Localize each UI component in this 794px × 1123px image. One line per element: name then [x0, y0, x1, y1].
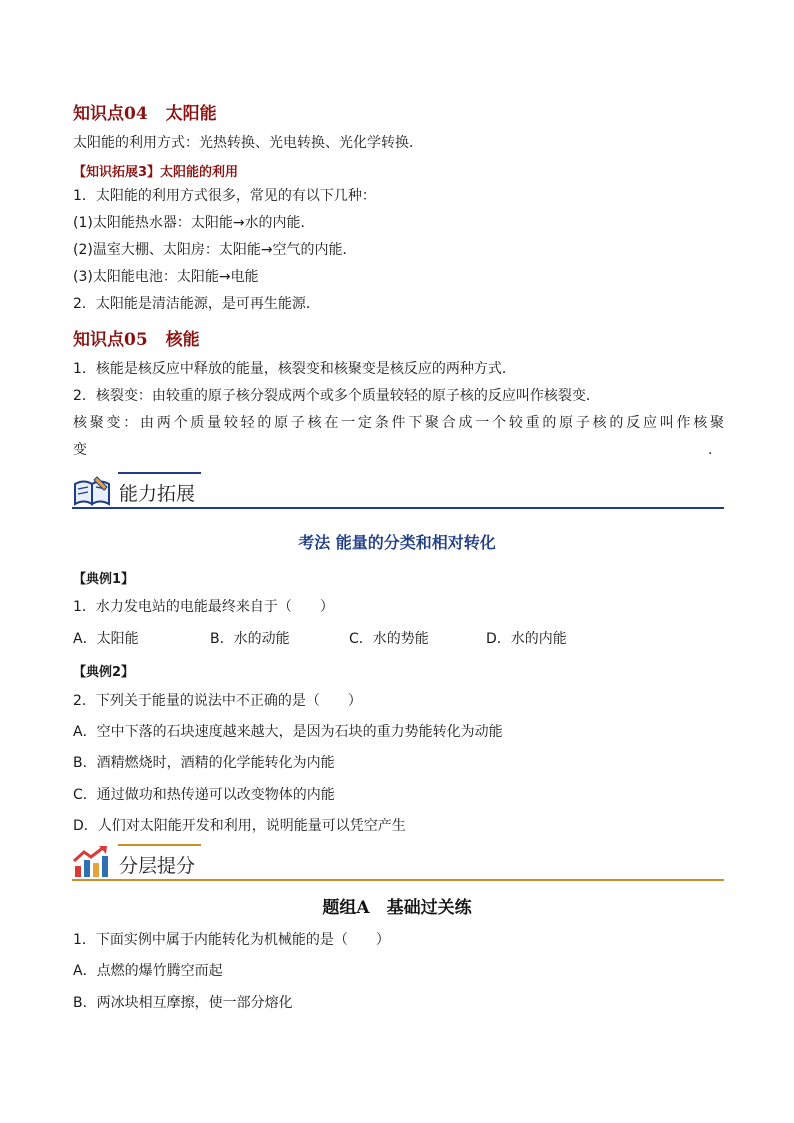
- section-header-ability: [72, 471, 724, 509]
- extension-title: 【知识拓展3】太阳能的利用: [73, 165, 239, 180]
- option-c: C．水的势能: [349, 631, 429, 647]
- open-book-icon: [72, 474, 112, 508]
- knowledge-point-title: 太阳能: [165, 104, 217, 124]
- q1-option-a: A．点燃的爆竹腾空而起: [73, 963, 223, 979]
- example-1-options: [73, 630, 567, 648]
- section-title: 分层提分: [119, 855, 196, 877]
- nuclear-line-1: 1．核能是核反应中释放的能量，核裂变和核聚变是核反应的两种方式．: [73, 361, 516, 377]
- solar-line-5: 2．太阳能是清洁能源，是可再生能源．: [73, 296, 320, 312]
- example-2-question: 2．下列关于能量的说法中不正确的是（ ）: [73, 693, 362, 709]
- q1-option-b: B．两冰块相互摩擦，使一部分熔化: [73, 995, 293, 1011]
- knowledge-point-05-heading: [73, 325, 200, 350]
- section-header-layered: [72, 843, 724, 881]
- example-2-option-d: D．人们对太阳能开发和利用，说明能量可以凭空产生: [73, 818, 406, 834]
- section-title: 能力拓展: [119, 483, 196, 505]
- nuclear-line-3: 核聚变：由两个质量较轻的原子核在一定条件下聚合成一个较重的原子核的反应叫作核聚: [73, 415, 724, 431]
- example-1-label: 【典例1】: [73, 572, 135, 587]
- nuclear-line-4: [73, 441, 87, 459]
- knowledge-point-04-heading: [73, 99, 217, 124]
- solar-line-2: (1)太阳能热水器：太阳能→水的内能．: [73, 215, 315, 231]
- option-a: A．太阳能: [73, 631, 139, 647]
- nuclear-line-4-end: .: [708, 442, 713, 458]
- group-a-title: 题组A 基础过关练: [322, 898, 472, 918]
- solar-line-3: (2)温室大棚、太阳房：太阳能→空气的内能．: [73, 242, 357, 258]
- example-2-label: 【典例2】: [73, 665, 135, 680]
- section-top-line: [118, 844, 201, 846]
- method-title: 考法 能量的分类和相对转化: [298, 533, 496, 552]
- knowledge-point-label: 知识点05: [73, 330, 148, 350]
- section-top-line: [118, 472, 201, 474]
- example-2-option-a: A．空中下落的石块速度越来越大，是因为石块的重力势能转化为动能: [73, 724, 503, 740]
- example-2-option-b: B．酒精燃烧时，酒精的化学能转化为内能: [73, 755, 335, 771]
- q1-question: 1．下面实例中属于内能转化为机械能的是（ ）: [73, 932, 390, 948]
- option-b: B．水的动能: [210, 631, 290, 647]
- knowledge-point-title: 核能: [165, 330, 200, 350]
- nuclear-line-4-word: 变: [73, 442, 87, 458]
- section-rule: [72, 507, 724, 509]
- solar-intro: 太阳能的利用方式：光热转换、光电转换、光化学转换．: [73, 135, 423, 151]
- example-1-question: 1．水力发电站的电能最终来自于（ ）: [73, 599, 334, 615]
- nuclear-line-2: 2．核裂变：由较重的原子核分裂成两个或多个质量较轻的原子核的反应叫作核裂变．: [73, 388, 600, 404]
- example-2-option-c: C．通过做功和热传递可以改变物体的内能: [73, 787, 335, 803]
- bar-chart-growth-icon: [72, 844, 112, 879]
- section-rule: [72, 879, 724, 881]
- knowledge-point-label: 知识点04: [73, 104, 148, 124]
- solar-line-1: 1．太阳能的利用方式很多，常见的有以下几种：: [73, 188, 376, 204]
- option-d: D．水的内能: [486, 631, 567, 647]
- solar-line-4: (3)太阳能电池：太阳能→电能: [73, 269, 259, 285]
